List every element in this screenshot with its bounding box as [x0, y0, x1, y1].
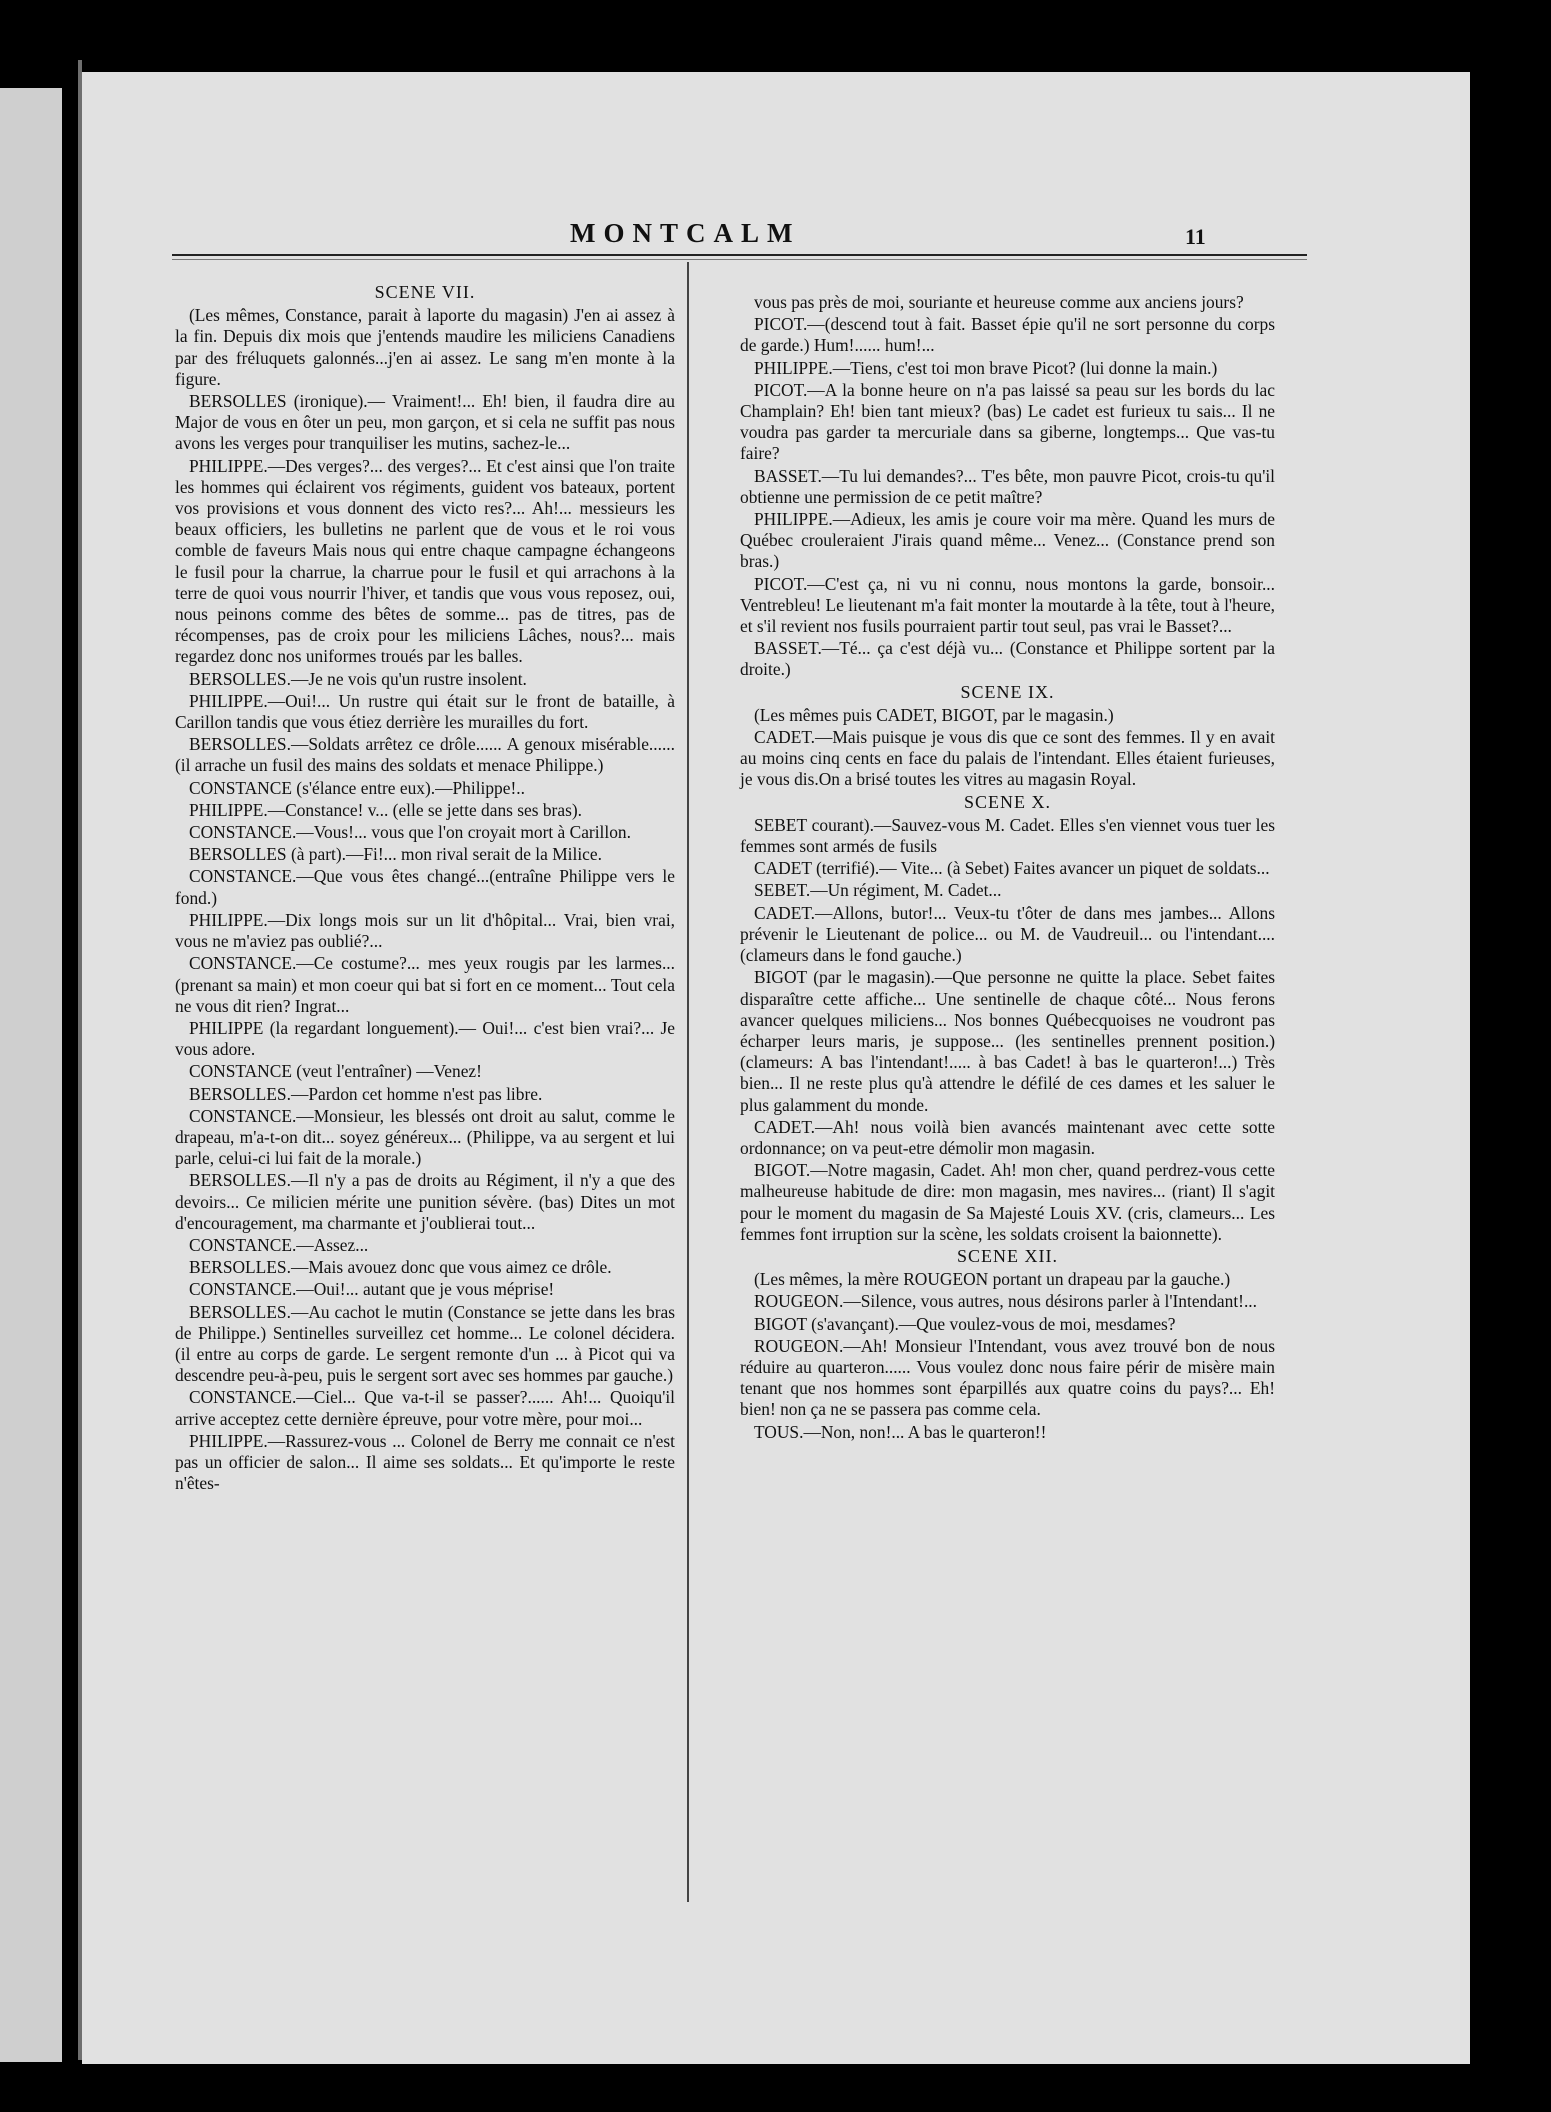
dialogue-paragraph: CONSTANCE.—Monsieur, les blessés ont droit au salut, comme le drapeau, m'a-t-on dit... soyez généreux... (Philippe, va au sergent et lui parle, celui-ci lui fait de la morale.): [175, 1105, 675, 1169]
header-rule-thin: [172, 259, 1307, 260]
right-paragraphs-4: [740, 1269, 1275, 1443]
right-column: [740, 292, 1275, 1444]
dialogue-paragraph: PHILIPPE.—Constance! v... (elle se jette dans ses bras).: [189, 799, 582, 820]
dialogue-paragraph: CONSTANCE.—Assez...: [189, 1234, 369, 1255]
page-header: [0, 218, 1551, 258]
page-title: MONTCALM: [570, 218, 801, 248]
scene-heading: SCENE XII.: [957, 1245, 1058, 1266]
dialogue-paragraph: BIGOT (par le magasin).—Que personne ne quitte la place. Sebet faites disparaître cette affiche... Une sentinelle de chaque côté... Nous ferons avancer quelques miliciens... Nos bonnes Québecquoises ne voudront pas écharper leurs maris, je suppose... (les sentinelles prennent position.) (clameurs: A bas l'intendant!..... à bas Cadet! à bas le quarteron!...) Très bien... Il ne reste plus qu'à attendre le défilé de ces dames et les saluer le plus galamment du monde.: [740, 967, 1275, 1115]
dialogue-paragraph: BIGOT (s'avançant).—Que voulez-vous de moi, mesdames?: [754, 1313, 1176, 1334]
dialogue-paragraph: CADET.—Allons, butor!... Veux-tu t'ôter de dans mes jambes... Allons prévenir le Lieutenant de police... ou M. de Vaudreuil... ou l'intendant.... (clameurs dans le fond gauche.): [740, 902, 1275, 966]
dialogue-paragraph: PHILIPPE.—Tiens, c'est toi mon brave Picot? (lui donne la main.): [754, 357, 1218, 378]
dialogue-paragraph: BASSET.—Tu lui demandes?... T'es bête, mon pauvre Picot, crois-tu qu'il obtienne une permission de ce petit maître?: [740, 465, 1275, 507]
dialogue-paragraph: PHILIPPE.—Adieux, les amis je coure voir ma mère. Quand les murs de Québec crouleraient J'irais quand même... Venez... (Constance prend son bras.): [740, 509, 1275, 572]
dialogue-paragraph: PHILIPPE.—Des verges?... des verges?... Et c'est ainsi que l'on traite les hommes qui éclairent vos régiments, guident vos bateaux, portent vos provisions et vous donnent des victo res?... Ah!... messieurs les beaux officiers, les bulletins ne parlent que de vous et le roi vous comble de faveurs Mais nous qui entre chaque campagne échangeons le fusil pour la charrue, la charrue pour le fusil et qui arrachons à la terre de quoi vous nourrir l'hiver, et tandis que vous vous reposez, oui, nous peinons comme des bêtes de somme... pas de titres, pas de récompenses, pas de croix pour les miliciens Lâches, nous?... mais regardez donc nos uniformes troués par les balles.: [175, 455, 675, 667]
dialogue-paragraph: BERSOLLES.—Je ne vois qu'un rustre insolent.: [189, 668, 527, 689]
dialogue-paragraph: CONSTANCE (veut l'entraîner) —Venez!: [189, 1061, 482, 1082]
dialogue-paragraph: CONSTANCE.—Ce costume?... mes yeux rougis par les larmes... (prenant sa main) et mon coeur qui bat si fort en ce moment... Tout cela ne vous dit rien? Ingrat...: [175, 953, 675, 1016]
left-column: [175, 282, 675, 1495]
dialogue-paragraph: BERSOLLES (ironique).— Vraiment!... Eh! bien, il faudra dire au Major de vous en ôter un peu, mon garçon, et si cela ne suffit pas nous avons les verges pour tranquiliser les mutins, sachez-le...: [175, 391, 675, 454]
dialogue-paragraph: SEBET courant).—Sauvez-vous M. Cadet. Elles s'en viennet vous tuer les femmes sont armés de fusils: [740, 814, 1275, 857]
dialogue-paragraph: CONSTANCE.—Oui!... autant que je vous méprise!: [189, 1279, 555, 1300]
dialogue-paragraph: BERSOLLES.—Il n'y a pas de droits au Régiment, il n'y a que des devoirs... Ce milicien mérite une punition sévère. (bas) Dites un mot d'encouragement, ma charmante et j'oublierai tout...: [175, 1170, 675, 1233]
dialogue-paragraph: BERSOLLES.—Mais avouez donc que vous aimez ce drôle.: [189, 1257, 612, 1278]
dialogue-paragraph: SEBET.—Un régiment, M. Cadet...: [754, 880, 1002, 901]
dialogue-paragraph: TOUS.—Non, non!... A bas le quarteron!!: [754, 1421, 1047, 1442]
dialogue-paragraph: CADET (terrifié).— Vite... (à Sebet) Faites avancer un piquet de soldats...: [754, 858, 1270, 879]
dialogue-paragraph: (Les mêmes, Constance, parait à laporte du magasin) J'en ai assez à la fin. Depuis dix mois que j'entends maudire les miliciens Canadiens par des fréluquets galonnés...j'en ai assez. Le sang m'en monte à la figure.: [175, 305, 675, 389]
dialogue-paragraph: CONSTANCE.—Que vous êtes changé...(entraîne Philippe vers le fond.): [175, 866, 675, 908]
column-divider: [687, 262, 689, 1902]
scene-heading: SCENE X.: [963, 791, 1051, 812]
page-number: 11: [1185, 224, 1206, 249]
dialogue-paragraph: BERSOLLES.—Au cachot le mutin (Constance se jette dans les bras de Philippe.) Sentinelles surveillez cet homme... Le colonel décidera. (il entre au corps de garde. Le sergent remonte d'un ... à Picot qui va descendre peu-à-peu, puis le sergent sort avec ses hommes par gauche.): [175, 1301, 675, 1386]
dialogue-paragraph: BASSET.—Té... ça c'est déjà vu... (Constance et Philippe sortent par la droite.): [740, 638, 1275, 680]
dialogue-paragraph: PICOT.—C'est ça, ni vu ni connu, nous montons la garde, bonsoir... Ventrebleu! Le lieutenant m'a fait monter la moutarde à la tête, tout à l'heure, et s'il revient nos fusils pourraient partir tout seul, pas vrai le Basset?...: [740, 573, 1276, 637]
scene-heading: SCENE IX.: [960, 681, 1055, 702]
dialogue-paragraph: PHILIPPE.—Rassurez-vous ... Colonel de Berry me connait ce n'est pas un officier de salon... Il aime ses soldats... Et qu'importe le reste n'êtes-: [175, 1430, 675, 1494]
dialogue-paragraph: ROUGEON.—Silence, vous autres, nous désirons parler à l'Intendant!...: [754, 1291, 1258, 1312]
dialogue-paragraph: BERSOLLES (à part).—Fi!... mon rival serait de la Milice.: [189, 844, 602, 865]
dialogue-paragraph: ROUGEON.—Ah! Monsieur l'Intendant, vous avez trouvé bon de nous réduire au quarteron...... Vous voulez donc nous faire périr de misère main tenant que nos hommes sont éparpillés aux quatre coins du pays?... Eh! bien! non ça ne se passera pas comme cela.: [740, 1335, 1275, 1420]
right-paragraphs-1: [740, 292, 1275, 681]
adjacent-page-edge: [0, 88, 62, 2062]
header-rule: [172, 254, 1307, 256]
left-paragraphs: [175, 305, 675, 1494]
dialogue-paragraph: BERSOLLES.—Pardon cet homme n'est pas libre.: [189, 1083, 543, 1104]
right-paragraphs-3: [740, 815, 1275, 1245]
dialogue-paragraph: PHILIPPE (la regardant longuement).— Oui!... c'est bien vrai?... Je vous adore.: [175, 1017, 675, 1060]
scene-heading: SCENE VII.: [374, 282, 476, 302]
dialogue-paragraph: PICOT.—(descend tout à fait. Basset épie qu'il ne sort personne du corps de garde.) Hum!...... hum!...: [740, 314, 1275, 356]
dialogue-paragraph: CONSTANCE.—Ciel... Que va-t-il se passer?...... Ah!... Quoiqu'il arrive acceptez cette dernière épreuve, pour votre mère, pour moi...: [175, 1387, 675, 1429]
dialogue-paragraph: (Les mêmes puis CADET, BIGOT, par le magasin.): [754, 704, 1114, 725]
dialogue-paragraph: BERSOLLES.—Soldats arrêtez ce drôle...... A genoux misérable......(il arrache un fusil des mains des soldats et menace Philippe.): [175, 734, 675, 776]
dialogue-paragraph: PHILIPPE.—Dix longs mois sur un lit d'hôpital... Vrai, bien vrai, vous ne m'aviez pas oublié?...: [175, 909, 675, 952]
dialogue-paragraph: PICOT.—A la bonne heure on n'a pas laissé sa peau sur les bords du lac Champlain? Eh! bien tant mieux? (bas) Le cadet est furieux tu sais... Il ne voudra pas garder ta mercuriale dans sa giberne, longtemps... Que vas-tu faire?: [740, 379, 1275, 464]
dialogue-paragraph: CADET.—Mais puisque je vous dis que ce sont des femmes. Il y en avait au moins cinq cents en face du palais de l'intendant. Elles étaient furieuses, je vous dis.On a brisé toutes les vitres au magasin Royal.: [740, 727, 1275, 790]
dialogue-paragraph: CADET.—Ah! nous voilà bien avancés maintenant avec cette sotte ordonnance; on va peut-etre démolir mon magasin.: [740, 1116, 1275, 1158]
dialogue-paragraph: PHILIPPE.—Oui!... Un rustre qui était sur le front de bataille, à Carillon tandis que vous étiez derrière les murailles du fort.: [175, 690, 675, 733]
dialogue-paragraph: BIGOT.—Notre magasin, Cadet. Ah! mon cher, quand perdrez-vous cette malheureuse habitude de dire: mon magasin, mes navires... (riant) Il s'agit pour le moment du magasin de Sa Majesté Louis XV. (cris, clameurs... Les femmes font irruption sur la scène, les soldats croisent la baionnette).: [740, 1160, 1275, 1244]
dialogue-paragraph: CONSTANCE (s'élance entre eux).—Philippe!..: [189, 777, 525, 798]
dialogue-paragraph: vous pas près de moi, souriante et heureuse comme aux anciens jours?: [754, 292, 1244, 312]
right-paragraphs-2: [740, 705, 1275, 791]
dialogue-paragraph: CONSTANCE.—Vous!... vous que l'on croyait mort à Carillon.: [189, 822, 631, 843]
dialogue-paragraph: (Les mêmes, la mère ROUGEON portant un drapeau par la gauche.): [754, 1269, 1231, 1290]
